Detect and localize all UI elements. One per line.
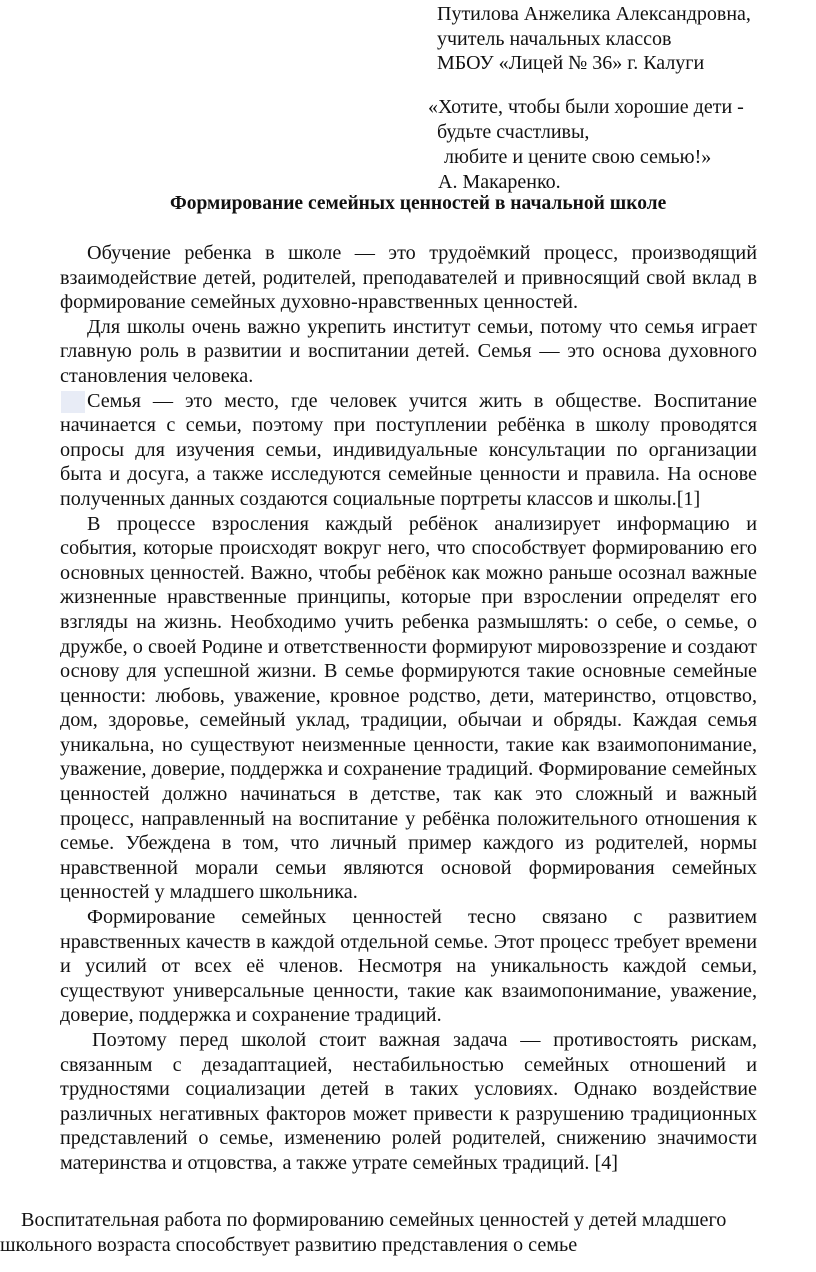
paragraph-text: Семья — это место, где человек учится жить в обществе. Воспитание начинается с семьи, поэтому при поступлении ребёнка в школу проводятся опросы для изучения семьи, индивидуальные консультации по организации быта и досуга, а также исследуются семейные ценности и правила. На основе полученных данных создаются социальные портреты классов и школы.[1] xyxy=(60,389,757,510)
closing-line: Воспитательная работа по формированию семейных ценностей у детей младшего xyxy=(21,1209,727,1231)
paragraph: Формирование семейных ценностей тесно связано с развитием нравственных качеств в каждой отдельной семье. Этот процесс требует времени и усилий от всех её членов. Несмотря на уникальность каждой семьи, существуют универсальные ценности, такие как взаимопонимание, уважение, доверие, поддержка и сохранение традиций. xyxy=(60,906,757,1027)
author-school: МБОУ «Лицей № 36» г. Калуги xyxy=(437,52,705,74)
paragraph xyxy=(60,389,757,512)
author-name: Путилова Анжелика Александровна, xyxy=(437,3,751,25)
paragraph: В процессе взросления каждый ребёнок анализирует информацию и события, которые происходят вокруг него, что способствует формированию его основных ценностей. Важно, чтобы ребёнок как можно раньше осознал важные жизненные нравственные принципы, которые при взрослении определят его взгляды на жизнь. Необходимо учить ребенка размышлять: о себе, о семье, о дружбе, о своей Родине и ответственности формируют мировоззрение и создают основу для успешной жизни. В семье формируются такие основные семейные ценности: любовь, уважение, кровное родство, дети, материнство, отцовство, дом, здоровье, семейный уклад, традиции, обычаи и обряды. Каждая семья уникальна, но существуют неизменные ценности, такие как взаимопонимание, уважение, доверие, поддержка и сохранение традиций. Формирование семейных ценностей должно начинаться в детстве, так как это сложный и важный процесс, направленный на воспитание у ребёнка положительного отношения к семье. Убеждена в том, что личный пример каждого из родителей, нормы нравственной морали семьи являются основой формирования семейных ценностей у младшего школьника. xyxy=(60,512,757,904)
document-body xyxy=(60,241,757,1176)
selection-highlight xyxy=(61,391,85,413)
author-position: учитель начальных классов xyxy=(437,27,672,50)
epigraph-line: «Хотите, чтобы были хорошие дети - xyxy=(428,96,744,118)
epigraph-line: любите и цените свою семью!» xyxy=(444,146,712,168)
document-title: Формирование семейных ценностей в начальной школе xyxy=(170,193,667,214)
paragraph: Для школы очень важно укрепить институт семьи, потому что семья играет главную роль в развитии и воспитании детей. Семья — это основа духовного становления человека. xyxy=(60,315,757,387)
closing-line: школьного возраста способствует развитию представления о семье xyxy=(0,1233,578,1256)
epigraph xyxy=(428,95,744,195)
epigraph-line: будьте счастливы, xyxy=(437,121,590,143)
epigraph-attribution: А. Макаренко. xyxy=(438,171,561,193)
paragraph: Обучение ребенка в школе — это трудоёмкий процесс, производящий взаимодействие детей, родителей, преподавателей и привносящий свой вклад в формирование семейных духовно-нравственных ценностей. xyxy=(60,242,757,314)
closing-lines xyxy=(0,1208,780,1257)
paragraph: Поэтому перед школой стоит важная задача — противостоять рискам, связанным с дезадаптацией, нестабильностью семейных отношений и трудностями социализации детей в таких условиях. Однако воздействие различных негативных факторов может привести к разрушению традиционных представлений о семье, изменению ролей родителей, снижению значимости материнства и отцовства, а также утрате семейных традиций. [4] xyxy=(60,1029,757,1174)
author-block xyxy=(437,2,751,76)
